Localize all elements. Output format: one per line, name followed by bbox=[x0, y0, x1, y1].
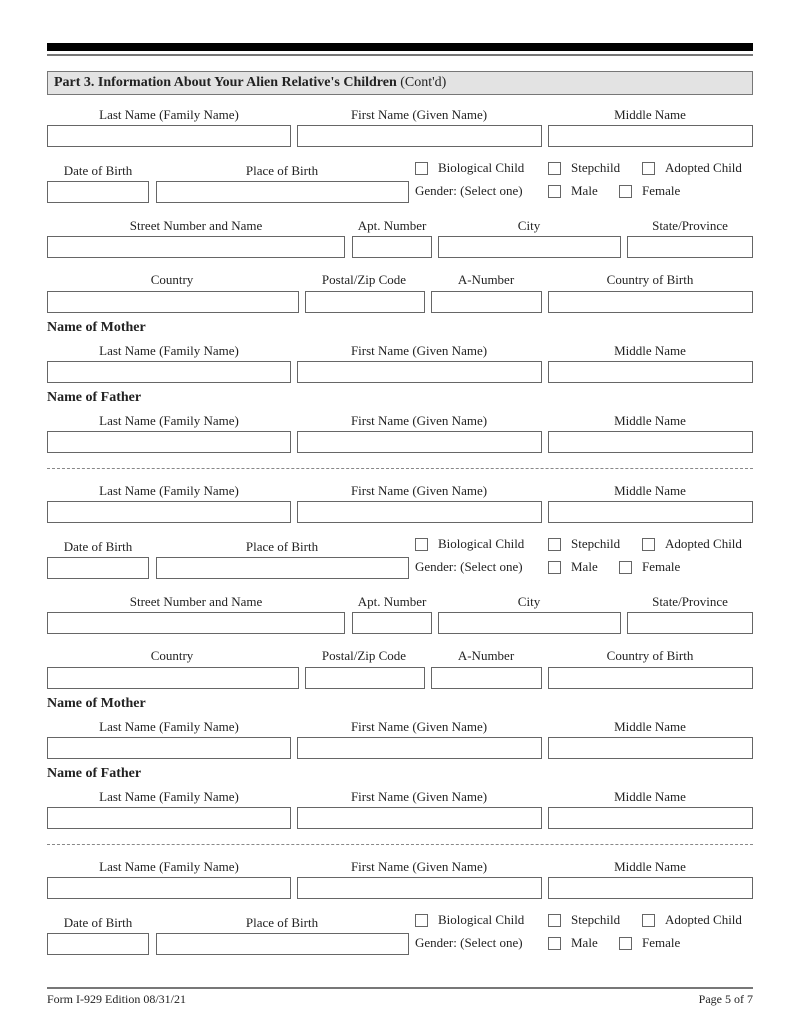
child-2-adopted-child-checkbox[interactable] bbox=[642, 538, 655, 551]
child-1-mother-middle-name-label: Middle Name bbox=[614, 343, 686, 358]
child-2-male-label: Male bbox=[571, 559, 598, 574]
child-3-biological-child-checkbox[interactable] bbox=[415, 914, 428, 927]
footer-divider bbox=[47, 987, 753, 989]
child-3-pob-label: Place of Birth bbox=[245, 915, 319, 930]
child-1-male-label: Male bbox=[571, 183, 598, 198]
child-1-adopted-child-checkbox[interactable] bbox=[642, 162, 655, 175]
child-2-state-input[interactable] bbox=[627, 612, 753, 634]
child-2-mother-last-name-input[interactable] bbox=[47, 737, 291, 759]
child-1-dob-input[interactable] bbox=[47, 181, 149, 203]
child-1-state-input[interactable] bbox=[627, 236, 753, 258]
child-3-first-name-input[interactable] bbox=[297, 877, 542, 899]
header-divider bbox=[47, 54, 753, 56]
child-2-pob-input[interactable] bbox=[156, 557, 409, 579]
child-2-postal-input[interactable] bbox=[305, 667, 425, 689]
child-2-mother-first-name-label: First Name (Given Name) bbox=[350, 719, 488, 734]
form-edition: Form I-929 Edition 08/31/21 bbox=[47, 992, 186, 1006]
child-2-mother-middle-name-label: Middle Name bbox=[614, 719, 686, 734]
child-1-first-name-label: First Name (Given Name) bbox=[350, 107, 488, 122]
child-2-adopted-child-label: Adopted Child bbox=[665, 536, 742, 551]
child-1-father-last-name-input[interactable] bbox=[47, 431, 291, 453]
child-2-biological-child-checkbox[interactable] bbox=[415, 538, 428, 551]
child-2-mother-heading: Name of Mother bbox=[47, 696, 146, 711]
child-1-male-checkbox[interactable] bbox=[548, 185, 561, 198]
child-2-separator bbox=[47, 844, 753, 845]
child-1-middle-name-label: Middle Name bbox=[614, 107, 686, 122]
child-2-a-number-label: A-Number bbox=[457, 648, 515, 663]
child-3-biological-child-label: Biological Child bbox=[438, 912, 525, 927]
child-1-father-heading: Name of Father bbox=[47, 390, 142, 405]
child-1-stepchild-checkbox[interactable] bbox=[548, 162, 561, 175]
child-1-street-input[interactable] bbox=[47, 236, 345, 258]
child-1-postal-label: Postal/Zip Code bbox=[321, 272, 407, 287]
child-2-mother-last-name-label: Last Name (Family Name) bbox=[99, 719, 239, 734]
child-2-city-input[interactable] bbox=[438, 612, 621, 634]
child-2-father-middle-name-input[interactable] bbox=[548, 807, 753, 829]
child-1-last-name-input[interactable] bbox=[47, 125, 291, 147]
child-2-first-name-input[interactable] bbox=[297, 501, 542, 523]
child-1-postal-input[interactable] bbox=[305, 291, 425, 313]
child-2-stepchild-label: Stepchild bbox=[571, 536, 621, 551]
child-1-father-middle-name-input[interactable] bbox=[548, 431, 753, 453]
child-3-stepchild-checkbox[interactable] bbox=[548, 914, 561, 927]
child-1-father-first-name-input[interactable] bbox=[297, 431, 542, 453]
child-1-country-of-birth-input[interactable] bbox=[548, 291, 753, 313]
child-2-state-label: State/Province bbox=[652, 594, 728, 609]
child-1-pob-input[interactable] bbox=[156, 181, 409, 203]
child-2-female-checkbox[interactable] bbox=[619, 561, 632, 574]
part-heading-title: Part 3. Information About Your Alien Relative's Children bbox=[54, 75, 397, 90]
child-1-last-name-label: Last Name (Family Name) bbox=[99, 107, 239, 122]
child-3-middle-name-label: Middle Name bbox=[614, 859, 686, 874]
child-2-country-label: Country bbox=[150, 648, 194, 663]
child-2-street-label: Street Number and Name bbox=[129, 594, 263, 609]
child-2-last-name-input[interactable] bbox=[47, 501, 291, 523]
child-3-middle-name-input[interactable] bbox=[548, 877, 753, 899]
child-1-father-last-name-label: Last Name (Family Name) bbox=[99, 413, 239, 428]
child-1-mother-first-name-label: First Name (Given Name) bbox=[350, 343, 488, 358]
page-number: Page 5 of 7 bbox=[698, 992, 753, 1006]
part-heading-contd: (Cont'd) bbox=[396, 75, 447, 90]
child-2-male-checkbox[interactable] bbox=[548, 561, 561, 574]
child-1-first-name-input[interactable] bbox=[297, 125, 542, 147]
child-2-a-number-input[interactable] bbox=[431, 667, 542, 689]
child-3-last-name-label: Last Name (Family Name) bbox=[99, 859, 239, 874]
child-2-father-heading: Name of Father bbox=[47, 766, 142, 781]
child-1-city-label: City bbox=[517, 218, 541, 233]
child-1-female-checkbox[interactable] bbox=[619, 185, 632, 198]
child-2-apt-label: Apt. Number bbox=[357, 594, 427, 609]
child-1-street-label: Street Number and Name bbox=[129, 218, 263, 233]
child-2-pob-label: Place of Birth bbox=[245, 539, 319, 554]
child-3-dob-input[interactable] bbox=[47, 933, 149, 955]
child-2-mother-middle-name-input[interactable] bbox=[548, 737, 753, 759]
child-1-separator bbox=[47, 468, 753, 469]
child-3-last-name-input[interactable] bbox=[47, 877, 291, 899]
child-1-biological-child-checkbox[interactable] bbox=[415, 162, 428, 175]
child-2-gender-label: Gender: (Select one) bbox=[415, 559, 523, 574]
child-2-last-name-label: Last Name (Family Name) bbox=[99, 483, 239, 498]
child-1-father-first-name-label: First Name (Given Name) bbox=[350, 413, 488, 428]
child-1-female-label: Female bbox=[642, 183, 681, 198]
child-1-stepchild-label: Stepchild bbox=[571, 160, 621, 175]
child-3-adopted-child-label: Adopted Child bbox=[665, 912, 742, 927]
child-2-stepchild-checkbox[interactable] bbox=[548, 538, 561, 551]
child-2-country-of-birth-input[interactable] bbox=[548, 667, 753, 689]
child-1-apt-input[interactable] bbox=[352, 236, 432, 258]
child-2-first-name-label: First Name (Given Name) bbox=[350, 483, 488, 498]
child-2-middle-name-label: Middle Name bbox=[614, 483, 686, 498]
part-3-heading bbox=[47, 71, 753, 95]
child-3-pob-input[interactable] bbox=[156, 933, 409, 955]
child-2-street-input[interactable] bbox=[47, 612, 345, 634]
child-1-mother-last-name-label: Last Name (Family Name) bbox=[99, 343, 239, 358]
child-2-apt-input[interactable] bbox=[352, 612, 432, 634]
child-2-female-label: Female bbox=[642, 559, 681, 574]
child-2-country-of-birth-label: Country of Birth bbox=[606, 648, 694, 663]
child-1-mother-last-name-input[interactable] bbox=[47, 361, 291, 383]
child-2-dob-label: Date of Birth bbox=[63, 539, 133, 554]
child-1-country-input[interactable] bbox=[47, 291, 299, 313]
child-1-mother-middle-name-input[interactable] bbox=[548, 361, 753, 383]
child-1-mother-heading: Name of Mother bbox=[47, 320, 146, 335]
child-3-dob-label: Date of Birth bbox=[63, 915, 133, 930]
child-1-city-input[interactable] bbox=[438, 236, 621, 258]
child-3-gender-label: Gender: (Select one) bbox=[415, 935, 523, 950]
child-3-adopted-child-checkbox[interactable] bbox=[642, 914, 655, 927]
child-2-father-last-name-label: Last Name (Family Name) bbox=[99, 789, 239, 804]
child-2-biological-child-label: Biological Child bbox=[438, 536, 525, 551]
child-3-stepchild-label: Stepchild bbox=[571, 912, 621, 927]
child-3-male-label: Male bbox=[571, 935, 598, 950]
child-1-middle-name-input[interactable] bbox=[548, 125, 753, 147]
child-2-country-input[interactable] bbox=[47, 667, 299, 689]
child-3-male-checkbox[interactable] bbox=[548, 937, 561, 950]
child-1-gender-label: Gender: (Select one) bbox=[415, 183, 523, 198]
child-1-a-number-label: A-Number bbox=[457, 272, 515, 287]
child-1-pob-label: Place of Birth bbox=[245, 163, 319, 178]
header-bar bbox=[47, 43, 753, 51]
child-3-female-checkbox[interactable] bbox=[619, 937, 632, 950]
child-2-dob-input[interactable] bbox=[47, 557, 149, 579]
child-1-apt-label: Apt. Number bbox=[357, 218, 427, 233]
child-3-female-label: Female bbox=[642, 935, 681, 950]
child-1-mother-first-name-input[interactable] bbox=[297, 361, 542, 383]
child-2-mother-first-name-input[interactable] bbox=[297, 737, 542, 759]
child-1-dob-label: Date of Birth bbox=[63, 163, 133, 178]
child-2-middle-name-input[interactable] bbox=[548, 501, 753, 523]
child-1-a-number-input[interactable] bbox=[431, 291, 542, 313]
child-1-biological-child-label: Biological Child bbox=[438, 160, 525, 175]
child-2-father-first-name-input[interactable] bbox=[297, 807, 542, 829]
child-1-state-label: State/Province bbox=[652, 218, 728, 233]
child-2-father-first-name-label: First Name (Given Name) bbox=[350, 789, 488, 804]
child-1-adopted-child-label: Adopted Child bbox=[665, 160, 742, 175]
child-1-country-label: Country bbox=[150, 272, 194, 287]
child-2-father-last-name-input[interactable] bbox=[47, 807, 291, 829]
child-1-country-of-birth-label: Country of Birth bbox=[606, 272, 694, 287]
child-1-father-middle-name-label: Middle Name bbox=[614, 413, 686, 428]
child-2-postal-label: Postal/Zip Code bbox=[321, 648, 407, 663]
child-2-father-middle-name-label: Middle Name bbox=[614, 789, 686, 804]
child-2-city-label: City bbox=[517, 594, 541, 609]
child-3-first-name-label: First Name (Given Name) bbox=[350, 859, 488, 874]
